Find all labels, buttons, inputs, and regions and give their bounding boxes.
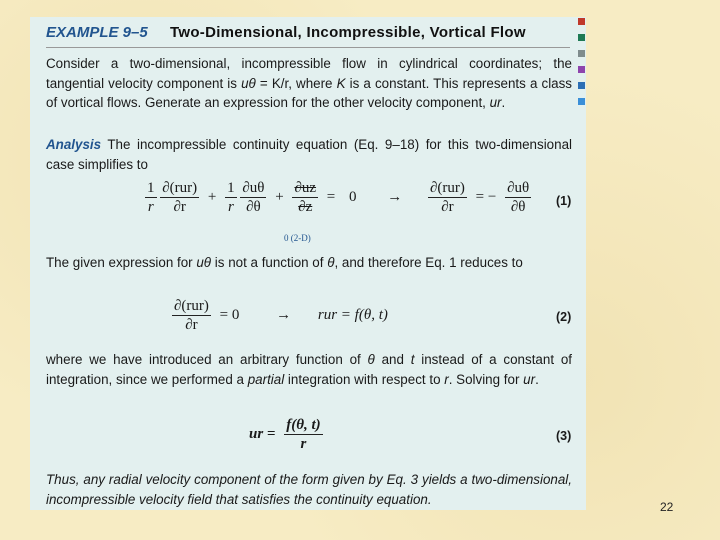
eq1-d-rur: ∂(rur): [162, 180, 198, 196]
eq2-equals-zero: = 0: [219, 307, 240, 323]
side-color-square: [578, 18, 585, 25]
u-theta-symbol: uθ: [241, 75, 256, 91]
eq2-number: (2): [556, 310, 572, 324]
eq1-dz: ∂z: [298, 199, 313, 215]
reduction-paragraph: [46, 253, 572, 273]
integration-u-r: ur: [523, 371, 536, 387]
example-number: EXAMPLE 9–5: [46, 24, 148, 41]
analysis-paragraph: [46, 135, 572, 174]
eq1-d-theta-b: ∂θ: [510, 199, 526, 215]
side-color-square: [578, 66, 585, 73]
problem-text-1: Consider a two-dimensional, incompressible flow in cylindrical coordinates; the tangential velocity component is: [46, 56, 572, 91]
eq2-rhs: rur = f(θ, t): [317, 307, 388, 323]
eq1-dr: ∂r: [173, 199, 186, 215]
eq1-d-utheta-b: ∂uθ: [507, 180, 530, 196]
eq2-arrow: →: [276, 307, 292, 323]
equation-2: [172, 297, 393, 334]
eq3-denominator: r: [300, 436, 307, 452]
u-theta-definition: = K/r: [255, 75, 289, 91]
eq1-zero-note: 0 (2-D): [284, 233, 311, 243]
eq3-numerator: f(θ, t): [286, 417, 321, 433]
eq3-number: (3): [556, 429, 572, 443]
u-r-symbol: ur: [489, 95, 502, 110]
eq1-r-a: r: [147, 199, 154, 215]
eq1-one-a: 1: [147, 180, 155, 196]
eq1-d-utheta: ∂uθ: [242, 180, 265, 196]
conclusion-paragraph: Thus, any radial velocity component of the form given by Eq. 3 yields a two-dimensional, incompressible velocity field that satisfies the continuity equation.: [46, 472, 572, 507]
integration-theta: θ: [367, 352, 375, 367]
eq1-plus-a: +: [207, 189, 217, 205]
eq1-r-b: r: [227, 199, 234, 215]
eq1-one-b: 1: [227, 180, 235, 196]
example-header: [46, 24, 526, 41]
side-color-square: [578, 98, 585, 105]
reduction-text-b: is not a function of: [211, 255, 328, 270]
problem-text-3: is a constant. This represents a class of vortical flows. Generate an expression for the other velocity component,: [46, 75, 573, 110]
side-color-square: [578, 34, 585, 41]
example-title: Two-Dimensional, Incompressible, Vortical Flow: [170, 24, 526, 41]
reduction-text-a: The given expression for: [46, 255, 197, 270]
analysis-label: Analysis: [46, 137, 102, 152]
integration-text-b: and: [374, 352, 411, 367]
header-divider: [46, 47, 570, 48]
equation-1: [145, 179, 531, 216]
equation-3: [244, 416, 323, 453]
integration-t: t: [410, 352, 415, 367]
eq1-arrow: →: [387, 189, 403, 205]
problem-text-4: .: [501, 95, 506, 110]
eq1-equals: =: [326, 189, 336, 205]
reduction-u-theta: uθ: [196, 255, 212, 270]
eq1-d-rur-b: ∂(rur): [430, 180, 465, 196]
eq1-number: (1): [556, 194, 572, 208]
eq1-zero: 0: [349, 189, 357, 205]
integration-r: r: [444, 371, 449, 387]
k-symbol: K: [336, 75, 346, 91]
eq3-lhs: ur =: [249, 426, 276, 442]
integration-text-f: .: [535, 371, 539, 387]
problem-text-2: , where: [288, 75, 337, 91]
integration-text-c: instead of a constant of integration, since we performed a: [46, 352, 572, 387]
side-color-square: [578, 50, 585, 57]
example-panel: [30, 17, 586, 510]
integration-text-a: where we have introduced an arbitrary function of: [46, 352, 368, 367]
eq1-dr-b: ∂r: [441, 199, 454, 215]
eq2-dr: ∂r: [185, 317, 198, 333]
reduction-theta: θ: [327, 255, 335, 270]
problem-statement: [46, 54, 572, 113]
analysis-text: The incompressible continuity equation (Eq. 9–18) for this two-dimensional case simplifies to: [46, 137, 572, 172]
eq1-d-theta: ∂θ: [246, 199, 261, 215]
integration-text-e: . Solving for: [448, 371, 524, 387]
eq1-equals-minus: = −: [475, 189, 497, 205]
page-number: 22: [660, 500, 674, 514]
eq2-d-rur: ∂(rur): [174, 298, 209, 314]
eq1-plus-b: +: [275, 189, 284, 205]
integration-text-d: integration with respect to: [284, 371, 445, 387]
integration-partial: partial: [247, 371, 285, 387]
side-color-square: [578, 82, 585, 89]
reduction-text-c: , and therefore Eq. 1 reduces to: [334, 255, 523, 270]
integration-paragraph: [46, 350, 572, 389]
eq1-d-uz: ∂uz: [294, 180, 317, 196]
